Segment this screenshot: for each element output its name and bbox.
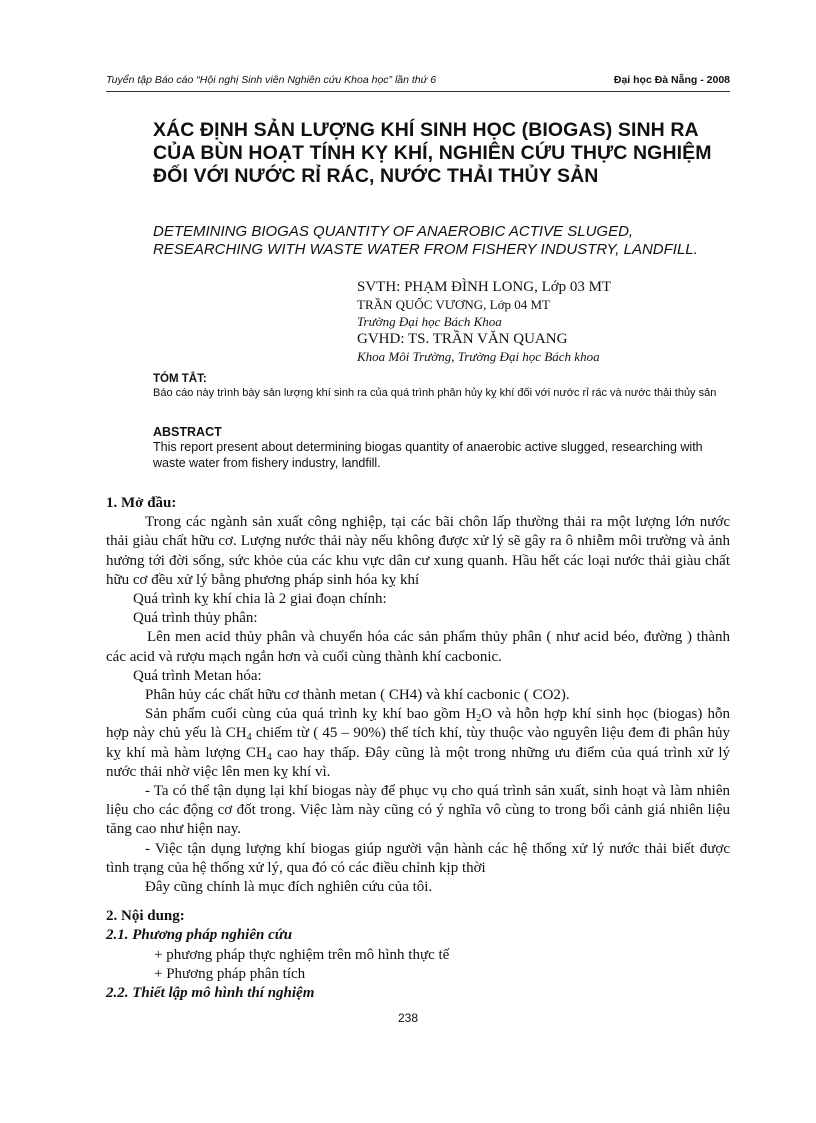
abstract-en-text: This report present about determining biogas quantity of anaerobic active slugged, researching with waste water from fishery industry, landfill. <box>153 440 703 470</box>
abstract-vi-heading: TÓM TẮT: <box>153 373 207 385</box>
paragraph: - Ta có thể tận dụng lại khí biogas này để phục vụ cho quá trình sản xuất, sinh hoạt và làm nhiên liệu cho các động cơ đốt trong. Việc làm này cũng có ý nghĩa vô cùng to trong bối cảnh giá nhiên liệu tăng cao như hiện nay. <box>106 783 730 838</box>
paragraph: Phân hủy các chất hữu cơ thành metan ( CH4) và khí cacbonic ( CO2). <box>145 687 570 704</box>
paragraph: Quá trình Metan hóa: <box>133 667 262 684</box>
paragraph: Trong các ngành sản xuất công nghiệp, tại các bãi chôn lấp thường thải ra một lượng lớn nước thải giàu chất hữu cơ. Lượng nước thải này nếu không được xử lý sẽ gây ra ô nhiễm môi trường và ảnh hưởng tới đời sống, sức khỏe của các khu vực dân cư xung quanh. Hầu hết các loại nước thải giàu chất hữu cơ đều xử lý bằng phương pháp sinh hóa kỵ khí <box>106 514 730 588</box>
paragraph: - Việc tận dụng lượng khí biogas giúp người vận hành các hệ thống xử lý nước thải biết được tình trạng của hệ thống xử lý, qua đó có các điều chỉnh kịp thời <box>106 840 730 876</box>
author-school: Trường Đại học Bách Khoa <box>357 314 502 329</box>
header-conference: Tuyển tập Báo cáo “Hội nghị Sinh viên Nghiên cứu Khoa học” lần thứ 6 <box>106 74 437 86</box>
body-text <box>106 494 730 1003</box>
author-supervisor: GVHD: TS. TRẦN VĂN QUANG <box>357 331 568 347</box>
paragraph: Quá trình thủy phân: <box>133 610 258 627</box>
paragraph-biogas: Sản phẩm cuối cùng của quá trình kỵ khí bao gồm $H_2O$ và hỗn hợp khí sinh học (biogas) hỗn hợp này chủ yếu là $CH_4$ chiếm từ ( 45 – 90%) thể tích khí, tùy thuộc vào nguyên liệu đem đi phân hủy kỵ khí mà hàm lượng $CH_4$ cao hay thấp. Đây cũng là một trong những ưu điểm của quá trình xử lý nước thải nhờ việc lên men kỵ khí vì. <box>106 706 731 780</box>
author-department: Khoa Môi Trường, Trường Đại học Bách khoa <box>357 349 600 364</box>
paragraph: Quá trình kỵ khí chia là 2 giai đoạn chính: <box>133 591 387 608</box>
subsection-2-1-heading: 2.1. Phương pháp nghiên cứu <box>106 927 293 944</box>
paragraph: Lên men acid thủy phân và chuyển hóa các sản phẩm thủy phân ( như acid béo, đường ) thành các acid và rượu mạch ngắn hơn và cuối cùng thành khí cacbonic. <box>106 629 730 665</box>
author-block <box>357 278 737 365</box>
header-university: Đại học Đà Nẵng - 2008 <box>613 74 730 86</box>
paragraph: Đây cũng chính là mục đích nghiên cứu của tôi. <box>145 879 433 896</box>
subsection-2-2-heading: 2.2. Thiết lập mô hình thí nghiệm <box>106 985 315 1002</box>
paper-title-english: DETEMINING BIOGAS QUANTITY OF ANAEROBIC ACTIVE SLUGED, RESEARCHING WITH WASTE WATER FROM FISHERY INDUSTRY, LANDFILL. <box>153 223 698 258</box>
abstract-english <box>153 425 733 471</box>
list-item: + phương pháp thực nghiệm trên mô hình thực tế <box>154 946 450 963</box>
list-item: + Phương pháp phân tích <box>154 965 306 982</box>
abstract-vietnamese <box>153 372 733 401</box>
author-svth-2: TRẦN QUỐC VƯƠNG, Lớp 04 MT <box>357 297 550 312</box>
page-number: 238 <box>397 1011 419 1025</box>
abstract-en-heading: ABSTRACT <box>153 425 222 439</box>
section-1-heading: 1. Mở đầu: <box>106 495 177 511</box>
author-svth-1: SVTH: PHẠM ĐÌNH LONG, Lớp 03 MT <box>357 279 612 295</box>
abstract-vi-text: Báo cáo này trình bày sản lượng khí sinh ra của quá trình phân hủy kỵ khí đối với nước rỉ rác và nước thải thủy sản <box>153 387 717 399</box>
section-2-heading: 2. Nội dung: <box>106 908 185 925</box>
paper-title: XÁC ĐỊNH SẢN LƯỢNG KHÍ SINH HỌC (BIOGAS) SINH RA CỦA BÙN HOẠT TÍNH KỴ KHÍ, NGHIÊN CỨU THỰC NGHIỆM ĐỐI VỚI NƯỚC RỈ RÁC, NƯỚC THẢI THỦY SẢN <box>153 119 712 187</box>
running-header <box>106 74 730 92</box>
